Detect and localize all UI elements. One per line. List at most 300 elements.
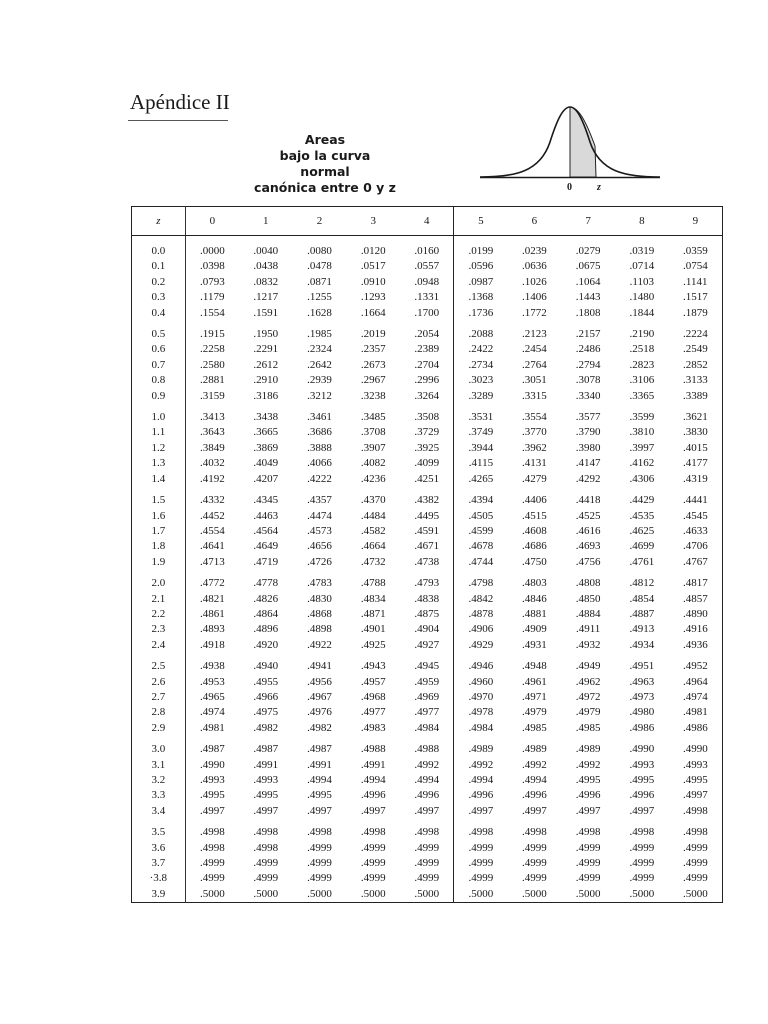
table-row — [132, 290, 723, 305]
table-row — [132, 638, 723, 653]
table-cell: .4418 — [575, 494, 601, 507]
table-cell: .4980 — [629, 706, 655, 719]
table-cell: .0199 — [468, 245, 494, 257]
table-cell: .4966 — [253, 690, 279, 703]
table-cell: .3980 — [575, 441, 601, 454]
table-cell: .4842 — [468, 592, 494, 605]
table-cell: .4463 — [253, 509, 279, 522]
table-cell: .4994 — [400, 773, 454, 788]
table-cell: .1443 — [575, 291, 601, 304]
table-cell: .3365 — [629, 389, 655, 402]
table-cell: .4972 — [575, 690, 601, 703]
row-z-value: 1.0 — [132, 404, 186, 425]
table-cell: .4994 — [522, 774, 547, 786]
table-cell: .4279 — [522, 472, 547, 485]
table-cell: .4999 — [253, 872, 279, 885]
row-z-value: 3.4 — [132, 804, 186, 819]
table-cell: .1480 — [629, 291, 655, 304]
table-cell: .4699 — [629, 540, 655, 553]
table-cell: .3770 — [522, 426, 547, 439]
table-cell: .3159 — [199, 389, 225, 402]
table-cell: .4998 — [307, 826, 332, 839]
row-z-value: 1.3 — [132, 456, 186, 471]
table-cell: .4535 — [629, 509, 655, 522]
table-cell: .4990 — [682, 743, 708, 756]
table-row — [132, 622, 723, 637]
table-row — [132, 705, 723, 720]
table-cell: .4545 — [682, 509, 708, 522]
table-cell: .4997 — [522, 804, 547, 817]
table-cell: .4987 — [307, 743, 332, 756]
table-row — [132, 773, 723, 788]
table-cell: .5000 — [199, 887, 225, 900]
table-cell: .4999 — [307, 872, 332, 885]
table-row — [132, 472, 723, 487]
table-cell: .4999 — [629, 857, 655, 870]
table-cell: .4706 — [682, 540, 708, 553]
row-z-value: 2.7 — [132, 690, 186, 705]
table-cell: .4952 — [682, 660, 708, 673]
table-row — [132, 509, 723, 524]
table-cell: .4678 — [468, 540, 494, 553]
table-cell: .4964 — [682, 675, 708, 688]
table-cell: .4750 — [522, 555, 547, 568]
table-cell: .4957 — [360, 675, 386, 688]
table-cell: .4999 — [199, 872, 225, 885]
table-cell: .4761 — [629, 555, 655, 568]
row-z-value: 1.7 — [132, 524, 186, 539]
table-cell: .3944 — [468, 441, 494, 454]
row-z-value: 2.5 — [132, 653, 186, 674]
table-cell: .2704 — [400, 358, 454, 373]
table-cell: .4901 — [360, 623, 386, 636]
table-cell: .4515 — [522, 509, 547, 522]
normal-curve-icon — [475, 100, 665, 195]
row-z-value: 1.2 — [132, 441, 186, 456]
table-cell: .4984 — [400, 721, 454, 736]
table-cell: .1217 — [253, 291, 279, 304]
table-cell: .0478 — [307, 260, 332, 273]
table-cell: .4971 — [522, 690, 547, 703]
table-row — [132, 592, 723, 607]
header-col-0: 0 — [185, 207, 239, 236]
table-cell: .2549 — [682, 343, 708, 356]
table-cell: .1772 — [522, 306, 547, 319]
table-cell: .1985 — [307, 328, 332, 341]
table-cell: .4319 — [682, 472, 708, 485]
table-row — [132, 721, 723, 736]
table-cell: .3238 — [360, 389, 386, 402]
table-cell: .4999 — [468, 872, 494, 885]
table-cell: .4906 — [468, 623, 494, 636]
row-z-value: 0.5 — [132, 321, 186, 342]
title-underline — [128, 120, 228, 121]
table-cell: .4998 — [400, 819, 454, 840]
caption-line: normal — [300, 164, 350, 179]
table-cell: .4999 — [629, 841, 655, 854]
row-z-value: 2.8 — [132, 705, 186, 720]
table-cell: .3925 — [400, 441, 454, 456]
table-cell: .4997 — [253, 804, 279, 817]
table-cell: .4999 — [522, 841, 547, 854]
table-cell: .4082 — [360, 457, 386, 470]
table-cell: .4922 — [307, 638, 332, 651]
table-cell: .4599 — [468, 524, 494, 537]
table-cell: .4997 — [629, 804, 655, 817]
table-cell: .0040 — [253, 245, 279, 257]
table-cell: .4812 — [629, 577, 655, 590]
row-z-value: 2.3 — [132, 622, 186, 637]
table-cell: .4049 — [253, 457, 279, 470]
table-cell: .4382 — [400, 487, 454, 508]
table-cell: .4821 — [199, 592, 225, 605]
row-z-value: 3.1 — [132, 758, 186, 773]
table-cell: .4999 — [468, 857, 494, 870]
table-row — [132, 404, 723, 425]
table-cell: .4671 — [400, 539, 454, 554]
table-row — [132, 736, 723, 757]
table-cell: .4251 — [400, 472, 454, 487]
table-cell: .4788 — [360, 577, 386, 590]
table-cell: .4726 — [307, 555, 332, 568]
table-cell: .4996 — [400, 788, 454, 803]
table-row — [132, 856, 723, 871]
table-cell: .4826 — [253, 592, 279, 605]
table-cell: .1331 — [400, 290, 454, 305]
table-cell: .5000 — [468, 887, 494, 900]
table-cell: .0714 — [629, 260, 655, 273]
table-cell: .4994 — [468, 774, 494, 786]
table-cell: .4927 — [400, 638, 454, 653]
table-cell: .4981 — [682, 706, 708, 719]
table-cell: .4406 — [522, 494, 547, 507]
table-cell: .4808 — [575, 577, 601, 590]
table-cell: .4994 — [307, 774, 332, 786]
table-row — [132, 841, 723, 856]
table-cell: .1517 — [682, 291, 708, 304]
table-cell: .4861 — [199, 607, 225, 620]
table-cell: .4981 — [199, 721, 225, 734]
row-z-value: 1.8 — [132, 539, 186, 554]
table-cell: .0910 — [360, 275, 386, 288]
table-cell: .4554 — [199, 524, 225, 537]
table-cell: .4693 — [575, 540, 601, 553]
table-cell: .4946 — [468, 660, 494, 673]
table-cell: .0080 — [307, 245, 332, 257]
table-cell: .4495 — [400, 509, 454, 524]
table-row — [132, 236, 723, 260]
table-cell: .4999 — [199, 857, 225, 870]
caption-line: canónica entre 0 y z — [254, 180, 396, 195]
table-row — [132, 373, 723, 388]
table-cell: .2823 — [629, 358, 655, 371]
table-cell: .4945 — [400, 653, 454, 674]
table-cell: .4884 — [575, 607, 601, 620]
table-cell: .1406 — [522, 291, 547, 304]
table-row — [132, 441, 723, 456]
table-cell: .4996 — [468, 789, 494, 802]
table-cell: .3621 — [682, 411, 708, 424]
table-cell: .4997 — [199, 804, 225, 817]
table-cell: .4265 — [468, 472, 494, 485]
table-row — [132, 804, 723, 819]
table-cell: .4997 — [575, 804, 601, 817]
table-cell: .4996 — [522, 789, 547, 802]
row-z-value: 3.5 — [132, 819, 186, 840]
table-cell: .4177 — [682, 457, 708, 470]
table-cell: .4998 — [199, 841, 225, 854]
table-cell: .2764 — [522, 358, 547, 371]
table-cell: .4115 — [468, 457, 494, 470]
table-cell: .3554 — [522, 411, 547, 424]
row-z-value: 1.4 — [132, 472, 186, 487]
table-cell: .4970 — [468, 690, 494, 703]
row-z-value: 2.4 — [132, 638, 186, 653]
table-cell: .4979 — [575, 706, 601, 719]
table-cell: .4871 — [360, 607, 386, 620]
table-row — [132, 675, 723, 690]
header-col-3: 3 — [346, 207, 400, 236]
table-cell: .4890 — [682, 607, 708, 620]
table-cell: .4948 — [522, 660, 547, 673]
table-cell: .4898 — [307, 623, 332, 636]
table-cell: .0754 — [682, 260, 708, 273]
table-cell: .4988 — [400, 736, 454, 757]
table-cell: .4192 — [199, 472, 225, 485]
table-cell: .4995 — [199, 789, 225, 802]
table-cell: .3078 — [575, 374, 601, 387]
table-cell: .4956 — [307, 675, 332, 688]
table-cell: .4909 — [522, 623, 547, 636]
table-cell: .4993 — [199, 774, 225, 786]
row-z-value: 2.0 — [132, 570, 186, 591]
table-cell: .4911 — [575, 623, 601, 636]
table-cell: .4983 — [360, 721, 386, 734]
table-cell: .4982 — [253, 721, 279, 734]
table-cell: .4989 — [522, 743, 547, 756]
table-cell: .4803 — [522, 577, 547, 590]
table-cell: .4778 — [253, 577, 279, 590]
table-cell: .4525 — [575, 509, 601, 522]
table-cell: .1368 — [468, 291, 494, 304]
table-cell: .4960 — [468, 675, 494, 688]
table-cell: .4032 — [199, 457, 225, 470]
table-cell: .4992 — [522, 758, 547, 771]
table-row — [132, 524, 723, 539]
table-cell: .4236 — [360, 472, 386, 485]
table-cell: .3461 — [307, 411, 332, 424]
table-cell: .4998 — [682, 804, 708, 817]
table-cell: .4997 — [307, 804, 332, 817]
table-cell: .4974 — [682, 690, 708, 703]
table-cell: .4878 — [468, 607, 494, 620]
table-cell: .1064 — [575, 275, 601, 288]
table-cell: .4207 — [253, 472, 279, 485]
table-cell: .2794 — [575, 358, 601, 371]
table-cell: .4955 — [253, 675, 279, 688]
table-cell: .4998 — [629, 826, 655, 839]
table-cell: .2291 — [253, 343, 279, 356]
table-cell: .5000 — [575, 887, 601, 900]
table-cell: .4941 — [307, 660, 332, 673]
table-cell: .3888 — [307, 441, 332, 454]
row-z-value: 0.3 — [132, 290, 186, 305]
table-cell: .4999 — [307, 857, 332, 870]
table-cell: .4943 — [360, 660, 386, 673]
curve-shaded-area — [570, 107, 596, 177]
table-cell: .4959 — [400, 675, 454, 690]
table-cell: .3686 — [307, 426, 332, 439]
table-cell: .4961 — [522, 675, 547, 688]
caption-line: bajo la curva — [279, 148, 371, 163]
table-row — [132, 487, 723, 508]
table-cell: .4772 — [199, 577, 225, 590]
row-z-value: 1.1 — [132, 425, 186, 440]
table-cell: .4999 — [629, 872, 655, 885]
table-row — [132, 690, 723, 705]
table-cell: .2454 — [522, 343, 547, 356]
table-cell: .4864 — [253, 607, 279, 620]
table-cell: .4345 — [253, 494, 279, 507]
table-cell: .4999 — [360, 841, 386, 854]
table-cell: .4756 — [575, 555, 601, 568]
table-cell: .4868 — [307, 607, 332, 620]
table-cell: .2224 — [682, 328, 708, 341]
table-cell: .1915 — [199, 328, 225, 341]
table-cell: .3186 — [253, 389, 279, 402]
table-cell: .4975 — [253, 706, 279, 719]
table-cell: .4986 — [682, 721, 708, 734]
table-cell: .4993 — [253, 774, 279, 786]
table-cell: .4830 — [307, 592, 332, 605]
table-cell: .4887 — [629, 607, 655, 620]
table-cell: .2967 — [360, 374, 386, 387]
table-cell: .4099 — [400, 456, 454, 471]
table-cell: .4744 — [468, 555, 494, 568]
table-cell: .4986 — [629, 721, 655, 734]
table-cell: .4999 — [575, 857, 601, 870]
table-cell: .4991 — [253, 758, 279, 771]
table-cell: .3907 — [360, 441, 386, 454]
table-cell: .2910 — [253, 374, 279, 387]
table-cell: .4999 — [360, 872, 386, 885]
table-cell: .4995 — [253, 789, 279, 802]
table-cell: .0675 — [575, 260, 601, 273]
table-cell: .4989 — [468, 743, 494, 756]
table-cell: .4452 — [199, 509, 225, 522]
row-z-value: 2.2 — [132, 607, 186, 622]
table-cell: .0596 — [468, 260, 494, 273]
table-cell: .4976 — [307, 706, 332, 719]
table-cell: .3962 — [522, 441, 547, 454]
table-cell: .4857 — [682, 592, 708, 605]
table-cell: .1628 — [307, 306, 332, 319]
table-cell: .4484 — [360, 509, 386, 522]
row-z-value: 2.6 — [132, 675, 186, 690]
table-cell: .4505 — [468, 509, 494, 522]
table-cell: .3729 — [400, 425, 454, 440]
table-cell: .4394 — [468, 494, 494, 507]
table-cell: .4953 — [199, 675, 225, 688]
row-z-value: 2.9 — [132, 721, 186, 736]
table-cell: .4881 — [522, 607, 547, 620]
table-cell: .5000 — [307, 887, 332, 900]
table-cell: .1844 — [629, 306, 655, 319]
table-cell: .4015 — [682, 441, 708, 454]
table-cell: .2881 — [199, 374, 225, 387]
table-row — [132, 342, 723, 357]
table-cell: .4573 — [307, 524, 332, 537]
table-cell: .3599 — [629, 411, 655, 424]
table-cell: .5000 — [682, 887, 708, 900]
table-row — [132, 871, 723, 886]
row-z-value: 3.9 — [132, 887, 186, 903]
table-header-row — [132, 207, 723, 236]
table-row — [132, 555, 723, 570]
table-cell: .2389 — [400, 342, 454, 357]
table-cell: .4997 — [400, 804, 454, 819]
table-cell: .4998 — [360, 826, 386, 839]
table-cell: .0319 — [629, 245, 655, 257]
table-cell: .3212 — [307, 389, 332, 402]
table-cell: .4738 — [400, 555, 454, 570]
table-cell: .4974 — [199, 706, 225, 719]
curve-label-z: z — [597, 182, 601, 193]
table-cell: .3508 — [400, 404, 454, 425]
table-cell: .0000 — [199, 245, 225, 257]
table-cell: .4918 — [199, 638, 225, 651]
header-col-6: 6 — [508, 207, 562, 236]
table-cell: .4997 — [682, 789, 708, 802]
table-cell: .4992 — [400, 758, 454, 773]
table-cell: .4968 — [360, 690, 386, 703]
table-cell: .1808 — [575, 306, 601, 319]
table-cell: .4732 — [360, 555, 386, 568]
table-cell: .4999 — [682, 857, 708, 870]
table-cell: .4222 — [307, 472, 332, 485]
table-cell: .4963 — [629, 675, 655, 688]
table-cell: .4582 — [360, 524, 386, 537]
table-cell: .2939 — [307, 374, 332, 387]
table-cell: .2580 — [199, 358, 225, 371]
table-cell: .5000 — [400, 887, 454, 903]
table-cell: .2088 — [468, 328, 494, 341]
table-cell: .0279 — [575, 245, 601, 257]
table-cell: .4991 — [307, 758, 332, 771]
table-cell: .2054 — [400, 321, 454, 342]
table-cell: .4817 — [682, 577, 708, 590]
row-z-value: 0.9 — [132, 389, 186, 404]
table-cell: .3315 — [522, 389, 547, 402]
table-cell: .4994 — [360, 774, 386, 786]
table-cell: .4649 — [253, 540, 279, 553]
table-cell: .3849 — [199, 441, 225, 454]
table-cell: .0517 — [360, 260, 386, 273]
table-cell: .5000 — [360, 887, 386, 900]
table-cell: .2612 — [253, 358, 279, 371]
table-cell: .4999 — [682, 841, 708, 854]
table-cell: .4306 — [629, 472, 655, 485]
table-cell: .3485 — [360, 411, 386, 424]
row-z-value: 0.0 — [132, 236, 186, 260]
table-cell: .4931 — [522, 638, 547, 651]
table-cell: .4962 — [575, 675, 601, 688]
table-cell: .4162 — [629, 457, 655, 470]
table-cell: .2258 — [199, 343, 225, 356]
table-cell: .4719 — [253, 555, 279, 568]
table-cell: .4965 — [199, 690, 225, 703]
table-cell: .3830 — [682, 426, 708, 439]
